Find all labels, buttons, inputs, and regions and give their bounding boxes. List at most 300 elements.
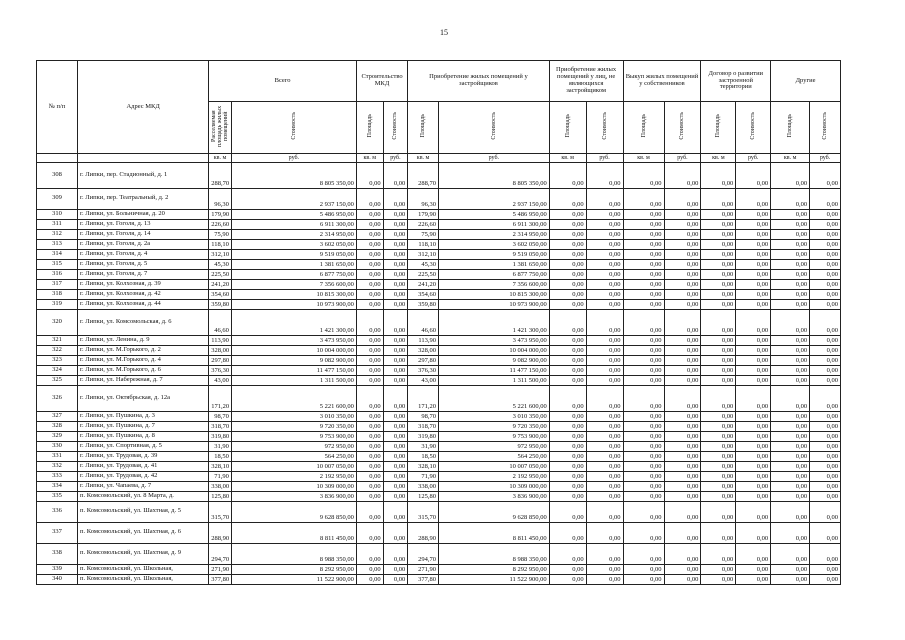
row-number: 327	[37, 411, 78, 421]
row-value: 0,00	[623, 564, 664, 574]
header-group: Приобретение жилых помещений у лиц, не являющихся застройщиком	[549, 61, 623, 102]
row-value: 0,00	[810, 574, 841, 584]
row-value: 0,00	[623, 209, 664, 219]
row-value: 0,00	[356, 501, 383, 522]
row-value: 0,00	[383, 471, 408, 481]
row-number: 340	[37, 574, 78, 584]
row-value: 0,00	[623, 501, 664, 522]
row-value: 0,00	[736, 411, 771, 421]
row-value: 0,00	[586, 564, 623, 574]
row-value: 0,00	[771, 249, 810, 259]
row-number: 316	[37, 269, 78, 279]
row-value: 0,00	[586, 335, 623, 345]
row-value: 0,00	[771, 421, 810, 431]
row-value: 8 805 350,00	[438, 162, 549, 188]
row-value: 0,00	[664, 543, 701, 564]
row-value: 46,60	[408, 309, 439, 335]
resettlement-table	[36, 60, 841, 585]
row-value: 0,00	[771, 574, 810, 584]
row-value: 0,00	[771, 522, 810, 543]
row-value: 0,00	[701, 471, 736, 481]
row-address: г. Липки, ул. Гоголя, д. 4	[78, 249, 209, 259]
row-address: г. Липки, ул. Пушкина, д. 8	[78, 431, 209, 441]
row-value: 0,00	[810, 501, 841, 522]
row-value: 0,00	[356, 209, 383, 219]
row-value: 328,10	[408, 461, 439, 471]
row-value: 0,00	[664, 471, 701, 481]
row-value: 2 937 150,00	[231, 188, 356, 209]
row-value: 0,00	[701, 345, 736, 355]
row-number: 333	[37, 471, 78, 481]
row-value: 0,00	[771, 431, 810, 441]
row-value: 71,90	[408, 471, 439, 481]
row-value: 10 309 000,00	[438, 481, 549, 491]
row-value: 0,00	[549, 299, 586, 309]
row-value: 0,00	[736, 564, 771, 574]
row-value: 0,00	[701, 461, 736, 471]
row-number: 332	[37, 461, 78, 471]
header-sub: Стоимость	[664, 102, 701, 154]
header-sub: Площадь	[771, 102, 810, 154]
row-value: 0,00	[586, 209, 623, 219]
row-value: 0,00	[383, 355, 408, 365]
row-value: 18,50	[408, 451, 439, 461]
row-value: 3 836 900,00	[438, 491, 549, 501]
row-value: 0,00	[771, 309, 810, 335]
row-value: 125,80	[209, 491, 232, 501]
row-value: 0,00	[586, 365, 623, 375]
row-value: 972 950,00	[231, 441, 356, 451]
row-value: 0,00	[549, 269, 586, 279]
row-value: 0,00	[586, 471, 623, 481]
table-row	[37, 481, 841, 491]
row-address: п. Комсомольский, ул. Школьная,	[78, 564, 209, 574]
row-value: 0,00	[549, 451, 586, 461]
row-value: 0,00	[664, 219, 701, 229]
row-value: 0,00	[383, 461, 408, 471]
row-value: 0,00	[810, 239, 841, 249]
row-value: 98,70	[408, 411, 439, 421]
row-value: 11 522 900,00	[231, 574, 356, 584]
row-value: 3 473 950,00	[438, 335, 549, 345]
row-value: 0,00	[810, 219, 841, 229]
row-value: 0,00	[549, 249, 586, 259]
row-address: г. Липки, ул. Гоголя, д. 13	[78, 219, 209, 229]
row-number: 325	[37, 375, 78, 385]
row-value: 0,00	[701, 229, 736, 239]
row-value: 0,00	[810, 431, 841, 441]
row-value: 0,00	[356, 289, 383, 299]
row-value: 0,00	[664, 209, 701, 219]
row-value: 43,00	[408, 375, 439, 385]
row-value: 0,00	[623, 441, 664, 451]
table-row	[37, 365, 841, 375]
row-value: 0,00	[810, 564, 841, 574]
row-value: 0,00	[356, 229, 383, 239]
header-group: Другие	[771, 61, 841, 102]
row-value: 10 007 050,00	[231, 461, 356, 471]
row-address: г. Липки, ул. Гоголя, д. 5	[78, 259, 209, 269]
row-value: 0,00	[623, 299, 664, 309]
row-value: 0,00	[736, 441, 771, 451]
row-value: 0,00	[623, 279, 664, 289]
table-row	[37, 501, 841, 522]
row-value: 10 815 300,00	[438, 289, 549, 299]
row-value: 8 805 350,00	[231, 162, 356, 188]
row-value: 0,00	[771, 564, 810, 574]
row-value: 0,00	[664, 309, 701, 335]
row-number: 311	[37, 219, 78, 229]
row-value: 0,00	[383, 239, 408, 249]
row-value: 75,90	[408, 229, 439, 239]
row-value: 0,00	[810, 209, 841, 219]
row-value: 0,00	[549, 335, 586, 345]
row-value: 0,00	[623, 259, 664, 269]
row-value: 0,00	[549, 279, 586, 289]
row-value: 0,00	[383, 289, 408, 299]
row-value: 0,00	[664, 491, 701, 501]
row-value: 0,00	[356, 411, 383, 421]
row-address: г. Липки, ул. Октябрьская, д. 12а	[78, 385, 209, 411]
row-value: 0,00	[664, 411, 701, 421]
header-unit: руб.	[438, 153, 549, 162]
row-value: 0,00	[356, 299, 383, 309]
table-row	[37, 209, 841, 219]
row-value: 225,50	[209, 269, 232, 279]
row-value: 0,00	[771, 345, 810, 355]
row-value: 0,00	[356, 365, 383, 375]
row-value: 0,00	[736, 574, 771, 584]
row-value: 0,00	[736, 239, 771, 249]
row-value: 0,00	[701, 289, 736, 299]
row-value: 297,80	[209, 355, 232, 365]
table-row	[37, 564, 841, 574]
row-value: 43,00	[209, 375, 232, 385]
row-value: 0,00	[736, 279, 771, 289]
row-value: 0,00	[664, 229, 701, 239]
row-value: 0,00	[586, 574, 623, 584]
table-row	[37, 229, 841, 239]
row-value: 8 988 350,00	[438, 543, 549, 564]
row-address: г. Липки, ул. Ленина, д. 9	[78, 335, 209, 345]
row-address: г. Липки, ул. М.Горького, д. 6	[78, 365, 209, 375]
table-row	[37, 411, 841, 421]
row-value: 0,00	[736, 491, 771, 501]
row-value: 0,00	[586, 279, 623, 289]
row-value: 0,00	[701, 491, 736, 501]
row-value: 10 973 900,00	[438, 299, 549, 309]
row-value: 10 815 300,00	[231, 289, 356, 299]
row-value: 226,60	[408, 219, 439, 229]
row-value: 0,00	[383, 574, 408, 584]
row-value: 8 988 350,00	[231, 543, 356, 564]
row-value: 118,10	[408, 239, 439, 249]
row-value: 2 192 950,00	[231, 471, 356, 481]
row-number: 314	[37, 249, 78, 259]
row-value: 0,00	[664, 421, 701, 431]
row-value: 0,00	[356, 355, 383, 365]
row-value: 9 628 850,00	[438, 501, 549, 522]
row-value: 0,00	[736, 259, 771, 269]
row-value: 0,00	[549, 411, 586, 421]
row-value: 0,00	[664, 441, 701, 451]
row-address: г. Липки, ул. Гоголя, д. 7	[78, 269, 209, 279]
row-number: 338	[37, 543, 78, 564]
row-value: 0,00	[356, 564, 383, 574]
row-value: 0,00	[356, 345, 383, 355]
row-value: 0,00	[664, 289, 701, 299]
row-value: 3 010 350,00	[438, 411, 549, 421]
row-value: 0,00	[549, 385, 586, 411]
row-value: 0,00	[810, 481, 841, 491]
row-value: 0,00	[701, 481, 736, 491]
row-value: 0,00	[383, 249, 408, 259]
row-value: 3 836 900,00	[231, 491, 356, 501]
table-row	[37, 471, 841, 481]
row-value: 241,20	[209, 279, 232, 289]
row-value: 0,00	[736, 335, 771, 345]
row-address: г. Липки, ул. Трудовая, д. 42	[78, 471, 209, 481]
row-value: 0,00	[771, 461, 810, 471]
header-sub: Стоимость	[231, 102, 356, 154]
row-value: 0,00	[623, 461, 664, 471]
row-value: 96,30	[209, 188, 232, 209]
row-value: 0,00	[356, 491, 383, 501]
row-value: 0,00	[549, 522, 586, 543]
table-body	[37, 162, 841, 584]
row-value: 0,00	[701, 279, 736, 289]
row-address: г. Липки, ул. Чапаева, д. 7	[78, 481, 209, 491]
row-value: 0,00	[771, 501, 810, 522]
row-value: 0,00	[383, 564, 408, 574]
row-value: 71,90	[209, 471, 232, 481]
row-value: 2 937 150,00	[438, 188, 549, 209]
row-number: 322	[37, 345, 78, 355]
row-value: 0,00	[356, 249, 383, 259]
row-value: 3 473 950,00	[231, 335, 356, 345]
row-value: 328,00	[408, 345, 439, 355]
row-number: 331	[37, 451, 78, 461]
row-value: 0,00	[623, 481, 664, 491]
row-value: 0,00	[383, 188, 408, 209]
row-value: 0,00	[810, 188, 841, 209]
row-value: 0,00	[664, 501, 701, 522]
row-address: г. Липки, ул. М.Горького, д. 4	[78, 355, 209, 365]
row-value: 0,00	[549, 431, 586, 441]
row-value: 0,00	[549, 481, 586, 491]
row-value: 0,00	[736, 375, 771, 385]
row-value: 0,00	[736, 481, 771, 491]
row-value: 0,00	[549, 209, 586, 219]
row-value: 328,10	[209, 461, 232, 471]
row-number: 320	[37, 309, 78, 335]
row-value: 0,00	[736, 219, 771, 229]
row-value: 0,00	[623, 188, 664, 209]
row-value: 0,00	[664, 365, 701, 375]
row-value: 0,00	[810, 289, 841, 299]
row-value: 113,90	[408, 335, 439, 345]
row-address: п. Комсомольский, ул. Шахтная, д. 9	[78, 543, 209, 564]
row-value: 125,80	[408, 491, 439, 501]
header-unit: кв. м	[408, 153, 439, 162]
row-value: 0,00	[549, 543, 586, 564]
header-unit: руб.	[383, 153, 408, 162]
row-value: 0,00	[701, 522, 736, 543]
table-row	[37, 574, 841, 584]
row-value: 2 314 950,00	[438, 229, 549, 239]
row-number: 334	[37, 481, 78, 491]
row-value: 9 082 900,00	[231, 355, 356, 365]
row-value: 11 477 150,00	[231, 365, 356, 375]
row-value: 0,00	[549, 229, 586, 239]
row-value: 0,00	[810, 299, 841, 309]
row-value: 0,00	[771, 355, 810, 365]
row-value: 0,00	[736, 289, 771, 299]
row-value: 45,30	[408, 259, 439, 269]
row-value: 0,00	[701, 162, 736, 188]
row-value: 0,00	[586, 441, 623, 451]
row-value: 0,00	[356, 239, 383, 249]
row-value: 0,00	[356, 543, 383, 564]
row-value: 0,00	[736, 451, 771, 461]
row-value: 5 486 950,00	[231, 209, 356, 219]
row-value: 6 911 300,00	[231, 219, 356, 229]
row-value: 5 486 950,00	[438, 209, 549, 219]
row-value: 8 811 450,00	[438, 522, 549, 543]
row-address: г. Липки, ул. Колхозная, д. 39	[78, 279, 209, 289]
row-value: 376,30	[209, 365, 232, 375]
table-row	[37, 345, 841, 355]
row-value: 0,00	[586, 229, 623, 239]
table-row	[37, 335, 841, 345]
row-value: 0,00	[771, 289, 810, 299]
row-value: 0,00	[701, 543, 736, 564]
row-value: 0,00	[771, 451, 810, 461]
row-value: 0,00	[623, 355, 664, 365]
row-value: 0,00	[771, 299, 810, 309]
row-address: г. Липки, ул. Колхозная, д. 44	[78, 299, 209, 309]
row-address: г. Липки, ул. Больничная, д. 20	[78, 209, 209, 219]
row-value: 338,00	[209, 481, 232, 491]
header-sub: Площадь	[701, 102, 736, 154]
row-value: 0,00	[810, 309, 841, 335]
row-value: 0,00	[586, 239, 623, 249]
header-sub: Площадь	[408, 102, 439, 154]
row-value: 0,00	[383, 219, 408, 229]
header-unit: кв. м	[209, 153, 232, 162]
row-value: 0,00	[549, 501, 586, 522]
page-number: 15	[440, 28, 448, 37]
row-value: 0,00	[623, 421, 664, 431]
row-value: 0,00	[549, 289, 586, 299]
row-value: 9 628 850,00	[231, 501, 356, 522]
row-value: 0,00	[586, 345, 623, 355]
row-value: 0,00	[623, 335, 664, 345]
row-value: 10 007 050,00	[438, 461, 549, 471]
row-value: 6 877 750,00	[231, 269, 356, 279]
row-value: 225,50	[408, 269, 439, 279]
row-value: 0,00	[810, 421, 841, 431]
row-value: 0,00	[383, 229, 408, 239]
row-value: 75,90	[209, 229, 232, 239]
row-value: 0,00	[771, 491, 810, 501]
row-value: 0,00	[701, 365, 736, 375]
row-value: 0,00	[586, 481, 623, 491]
header-unit: руб.	[586, 153, 623, 162]
row-value: 6 911 300,00	[438, 219, 549, 229]
row-value: 0,00	[383, 543, 408, 564]
row-value: 0,00	[664, 574, 701, 584]
row-value: 31,90	[408, 441, 439, 451]
row-value: 45,30	[209, 259, 232, 269]
row-number: 317	[37, 279, 78, 289]
row-address: г. Липки, пер. Стадионный, д. 1	[78, 162, 209, 188]
row-value: 0,00	[586, 249, 623, 259]
header-unit: кв. м	[356, 153, 383, 162]
row-value: 0,00	[664, 162, 701, 188]
row-value: 0,00	[549, 491, 586, 501]
header-sub: Стоимость	[438, 102, 549, 154]
row-value: 0,00	[586, 162, 623, 188]
row-value: 118,10	[209, 239, 232, 249]
row-value: 0,00	[664, 375, 701, 385]
row-address: г. Липки, ул. Гоголя, д. 2а	[78, 239, 209, 249]
row-value: 0,00	[549, 259, 586, 269]
row-address: г. Липки, ул. Трудовая, д. 39	[78, 451, 209, 461]
table-row	[37, 219, 841, 229]
row-value: 0,00	[771, 481, 810, 491]
row-value: 318,70	[209, 421, 232, 431]
row-value: 0,00	[736, 345, 771, 355]
row-value: 0,00	[549, 239, 586, 249]
row-value: 0,00	[623, 229, 664, 239]
row-address: г. Липки, ул. Пушкина, д. 7	[78, 421, 209, 431]
row-value: 0,00	[549, 345, 586, 355]
row-value: 10 973 900,00	[231, 299, 356, 309]
row-value: 9 082 900,00	[438, 355, 549, 365]
row-value: 0,00	[810, 441, 841, 451]
row-value: 0,00	[623, 162, 664, 188]
row-value: 0,00	[383, 411, 408, 421]
table-row	[37, 239, 841, 249]
row-value: 0,00	[810, 249, 841, 259]
row-value: 0,00	[810, 269, 841, 279]
row-value: 0,00	[383, 522, 408, 543]
row-number: 329	[37, 431, 78, 441]
row-value: 171,20	[408, 385, 439, 411]
row-value: 0,00	[736, 501, 771, 522]
row-value: 354,60	[408, 289, 439, 299]
row-value: 0,00	[383, 431, 408, 441]
row-value: 0,00	[549, 574, 586, 584]
row-value: 359,80	[408, 299, 439, 309]
row-value: 0,00	[383, 451, 408, 461]
row-value: 0,00	[664, 279, 701, 289]
row-value: 359,80	[209, 299, 232, 309]
row-value: 0,00	[810, 345, 841, 355]
row-value: 0,00	[771, 269, 810, 279]
row-value: 0,00	[810, 461, 841, 471]
row-number: 323	[37, 355, 78, 365]
row-number: 339	[37, 564, 78, 574]
row-value: 0,00	[549, 188, 586, 209]
row-value: 0,00	[701, 375, 736, 385]
header-sub: Расселяемая площадь жилых помещений	[209, 102, 232, 154]
row-value: 0,00	[549, 421, 586, 431]
header-unit: кв. м	[771, 153, 810, 162]
row-value: 0,00	[810, 259, 841, 269]
row-value: 0,00	[810, 522, 841, 543]
